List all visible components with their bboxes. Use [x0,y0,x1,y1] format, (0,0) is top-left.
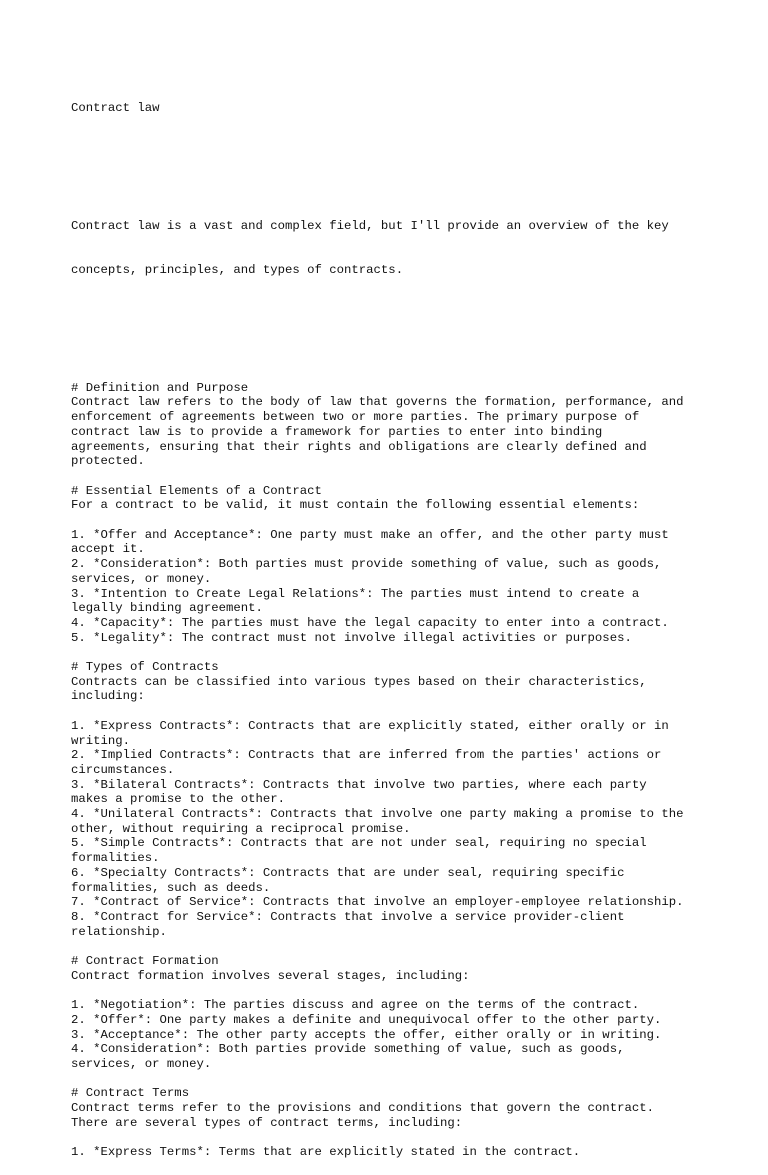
section-heading: # Definition and Purpose [71,380,249,395]
section-heading: # Contract Terms [71,1086,190,1101]
list-item-line: 2. *Offer*: One party makes a definite and unequivocal offer to the other party. [71,1012,662,1027]
list-item-line: formalities. [71,851,160,866]
section-body-line: including: [71,689,145,704]
list-item-line: 6. *Specialty Contracts*: Contracts that are under seal, requiring specific [71,865,625,880]
list-item [71,1145,711,1160]
list-item-line: 5. *Legality*: The contract must not involve illegal activities or purposes. [71,630,632,645]
list-item [71,895,711,910]
list-item-line: makes a promise to the other. [71,792,286,807]
section-body-line: agreements, ensuring that their rights and obligations are clearly defined and [71,439,647,454]
list-item [71,910,711,939]
list-item-line: 5. *Simple Contracts*: Contracts that are not under seal, requiring no special [71,836,647,851]
list-item [71,1042,711,1071]
section-body-line: For a contract to be valid, it must contain the following essential elements: [71,498,640,513]
list-item [71,616,711,631]
list-item-line: 3. *Intention to Create Legal Relations*: The parties must intend to create a [71,586,640,601]
list-item-line: 1. *Negotiation*: The parties discuss and agree on the terms of the contract. [71,998,640,1013]
section-body-line: contract law is to provide a framework for parties to enter into binding [71,424,603,439]
numbered-list [71,998,711,1072]
section [71,660,711,954]
list-item-line: 4. *Unilateral Contracts*: Contracts that involve one party making a promise to the [71,807,684,822]
section-body-line: Contract terms refer to the provisions and conditions that govern the contract. [71,1101,654,1116]
list-item [71,866,711,895]
list-item [71,748,711,777]
blank-line [71,983,711,998]
intro-paragraph [71,190,711,308]
list-item [71,528,711,557]
list-item-line: legally binding agreement. [71,601,263,616]
list-item-line: formalities, such as deeds. [71,880,271,895]
list-item [71,587,711,616]
blank-line [71,469,711,484]
blank-line [71,939,711,954]
list-item [71,778,711,807]
numbered-list [71,1145,711,1160]
list-item-line: 1. *Express Contracts*: Contracts that are explicitly stated, either orally or in [71,718,669,733]
section-body-line: There are several types of contract terms, including: [71,1115,463,1130]
numbered-list [71,528,711,646]
sections-container [71,381,711,1160]
list-item [71,557,711,586]
blank-line [71,337,711,352]
list-item-line: 1. *Express Terms*: Terms that are explicitly stated in the contract. [71,1145,581,1160]
section-heading: # Essential Elements of a Contract [71,483,322,498]
section-heading: # Contract Formation [71,954,219,969]
section-body-line: enforcement of agreements between two or more parties. The primary purpose of [71,410,640,425]
blank-line [71,645,711,660]
list-item-line: 2. *Consideration*: Both parties must provide something of value, such as goods, [71,557,662,572]
list-item-line: relationship. [71,924,167,939]
list-item [71,1013,711,1028]
list-item-line: accept it. [71,542,145,557]
section-body-line: protected. [71,454,145,469]
blank-line [71,704,711,719]
section-body-line: Contract law refers to the body of law that governs the formation, performance, and [71,395,684,410]
list-item-line: 3. *Acceptance*: The other party accepts the offer, either orally or in writing. [71,1027,662,1042]
list-item-line: writing. [71,733,131,748]
list-item-line: 1. *Offer and Acceptance*: One party must make an offer, and the other party must [71,527,669,542]
list-item [71,1028,711,1043]
document-page [71,72,711,1175]
section [71,484,711,660]
list-item-line: services, or money. [71,571,212,586]
list-item-line: 2. *Implied Contracts*: Contracts that are inferred from the parties' actions or [71,748,662,763]
intro-line: Contract law is a vast and complex field, but I'll provide an overview of the key [71,219,669,234]
blank-line [71,1072,711,1087]
numbered-list [71,719,711,940]
list-item-line: other, without requiring a reciprocal promise. [71,821,411,836]
section [71,954,711,1086]
list-item-line: 4. *Consideration*: Both parties provide something of value, such as goods, [71,1042,625,1057]
list-item [71,836,711,865]
blank-line [71,1130,711,1145]
list-item-line: 7. *Contract of Service*: Contracts that involve an employer-employee relationship. [71,895,684,910]
section-body-line: Contract formation involves several stages, including: [71,968,470,983]
list-item [71,631,711,646]
list-item-line: services, or money. [71,1056,212,1071]
list-item [71,998,711,1013]
blank-line [71,513,711,528]
blank-line [71,146,711,161]
intro-line: concepts, principles, and types of contracts. [71,263,404,278]
section-heading: # Types of Contracts [71,660,219,675]
section [71,381,711,484]
list-item [71,807,711,836]
list-item-line: 8. *Contract for Service*: Contracts that involve a service provider-client [71,909,625,924]
section [71,1086,711,1160]
list-item-line: 3. *Bilateral Contracts*: Contracts that involve two parties, where each party [71,777,647,792]
list-item-line: circumstances. [71,762,175,777]
section-body-line: Contracts can be classified into various types based on their characteristics, [71,674,647,689]
list-item-line: 4. *Capacity*: The parties must have the legal capacity to enter into a contract. [71,615,669,630]
document-title: Contract law [71,101,160,116]
list-item [71,719,711,748]
